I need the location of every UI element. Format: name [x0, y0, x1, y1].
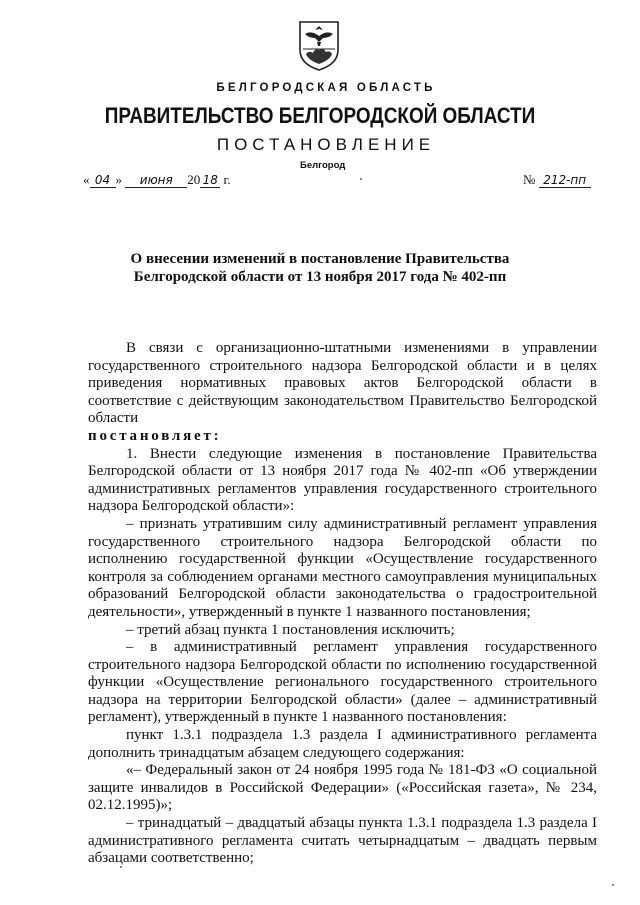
number-prefix: №: [523, 172, 536, 187]
scan-speck: [120, 866, 122, 868]
date-year-suffix: 18: [200, 174, 220, 188]
date-day: 04: [90, 174, 116, 188]
title-line-1: О внесении изменений в постановление Правительства: [130, 251, 510, 267]
body-paragraph: «– Федеральный закон от 24 ноября 1995 года № 181-ФЗ «О социальной защите инвалидов в Российской Федерации» («Российская газета», № 234, 02.12.1995)»;: [88, 762, 597, 814]
document-title: [0, 250, 640, 286]
document-body: [88, 340, 597, 868]
body-paragraph: – тринадцатый – двадцатый абзацы пункта 1.3.1 подраздела 1.3 раздела I административного регламента считать четырнадцатым – двадцать первым абзацами соответственно;: [88, 815, 597, 867]
body-paragraph: 1. Внести следующие изменения в постановление Правительства Белгородской области от 13 ноября 2017 года № 402-пп «Об утверждении административных регламентов управления государственного строительного надзора Белгородской области»:: [88, 445, 597, 515]
region-label: БЕЛГОРОДСКАЯ ОБЛАСТЬ: [216, 82, 436, 94]
body-paragraph: – признать утратившим силу административный регламент управления государственного строительного надзора Белгородской области по исполнению государственной функции «Осуществление государственного контроля за соблюдением органами местного самоуправления муниципальных образований Белгородской области законодательства о градостроительной деятельности», утвержденный в пункте 1 названного постановления;: [88, 515, 597, 620]
scan-speck: [612, 884, 614, 886]
decree-word: постановляет:: [88, 427, 222, 444]
scan-speck: [360, 178, 362, 180]
coat-of-arms-icon: [297, 20, 341, 72]
document-type: ПОСТАНОВЛЕНИЕ: [216, 135, 436, 154]
city-label: Белгород: [300, 160, 346, 171]
title-line-2: Белгородской области от 13 ноября 2017 года № 402-пп: [133, 269, 507, 285]
body-paragraph: В связи с организационно-штатными изменениями в управлении государственного строительного надзора Белгородской области и в целях приведения нормативных правовых актов Белгородской области в соответствие с действующим законодательством Правительство Белгородской области: [88, 340, 597, 427]
date-year-abbrev: г.: [223, 172, 231, 187]
body-paragraph: – третий абзац пункта 1 постановления исключить;: [126, 621, 455, 638]
number-value: 212-пп: [539, 174, 591, 188]
date-year-prefix: 20: [187, 172, 201, 187]
body-paragraph: – в административный регламент управления государственного строительного надзора Белгородской области по исполнению государственной функции «Осуществление регионального государственного строительного надзора на территории Белгородской области» (далее – административный регламент), утвержденный в пункте 1 названного постановления:: [88, 639, 597, 726]
government-name: ПРАВИТЕЛЬСТВО БЕЛГОРОДСКОЙ ОБЛАСТИ: [104, 103, 536, 128]
date-open-quote: «: [83, 172, 90, 187]
date-month: июня: [125, 174, 187, 188]
document-number: [523, 172, 591, 188]
body-paragraph: пункт 1.3.1 подраздела 1.3 раздела I административного регламента дополнить тринадцатым абзацем следующего содержания:: [88, 727, 597, 761]
document-date: [83, 172, 231, 188]
date-close-quote: »: [115, 172, 122, 187]
